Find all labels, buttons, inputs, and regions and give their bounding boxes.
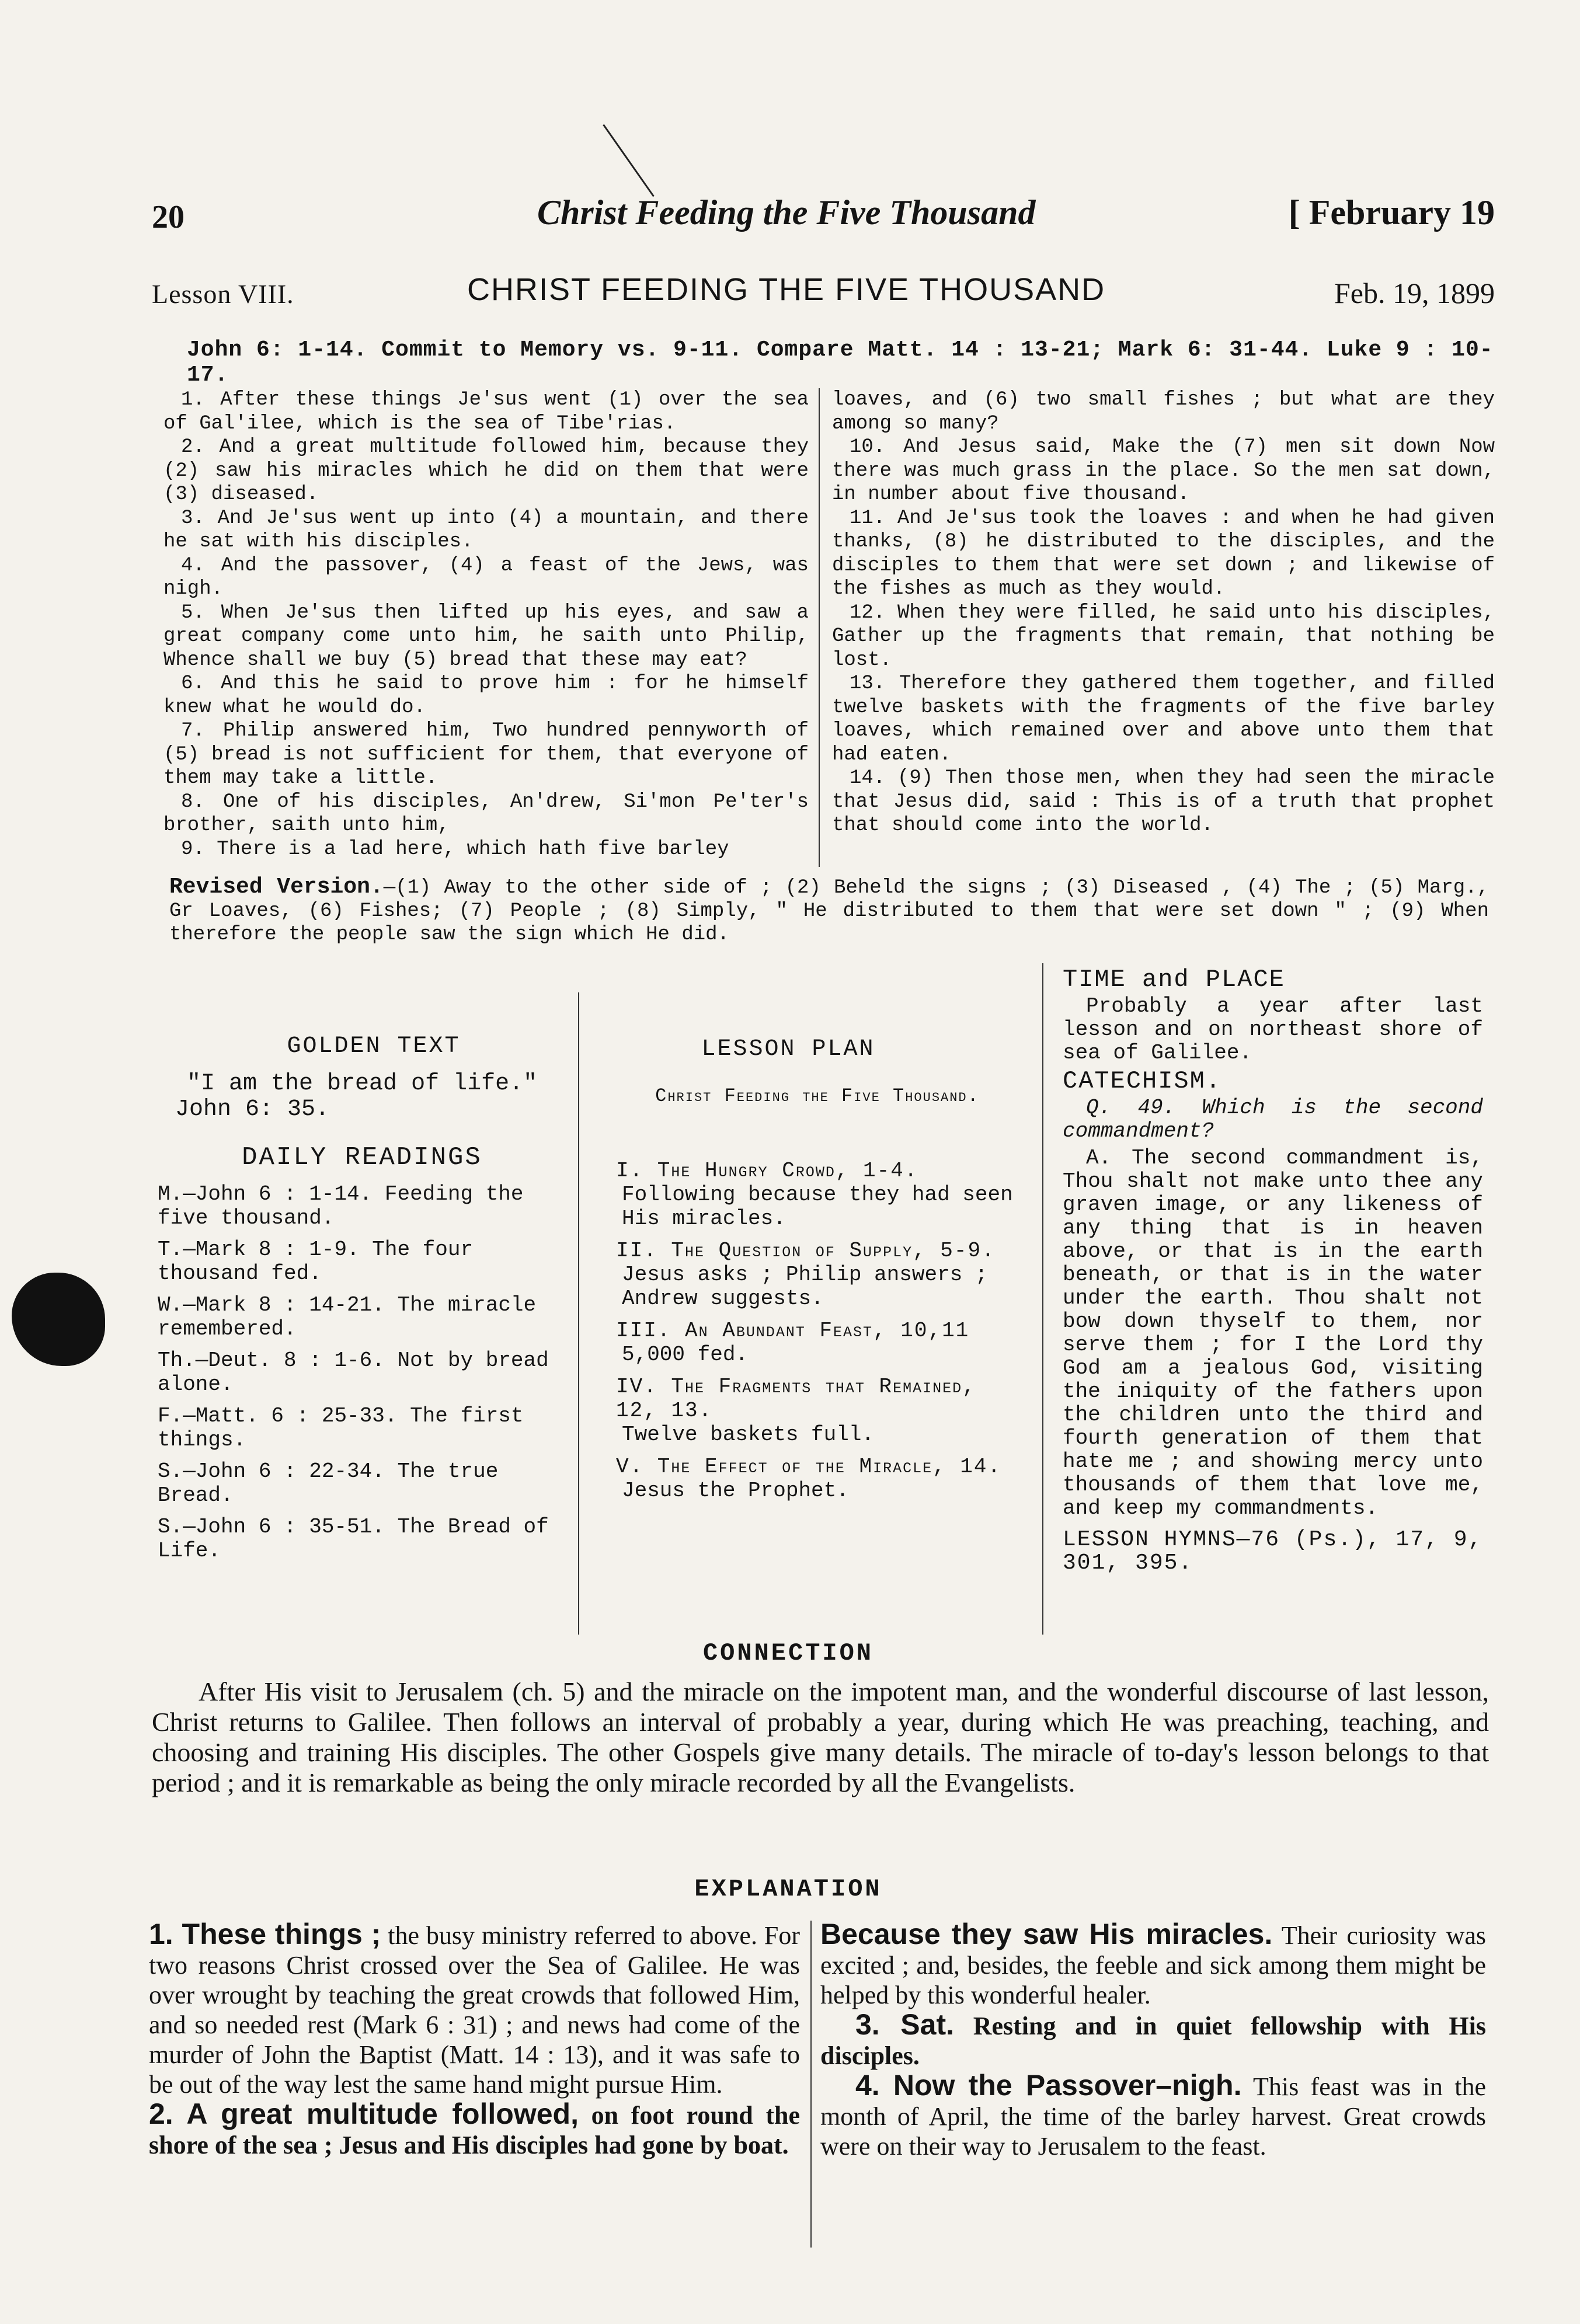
reading-item [158,1404,566,1452]
golden-text-heading: GOLDEN TEXT [287,1033,461,1060]
reading-ref: S.—John 6 : 35-51. [158,1515,385,1539]
column-divider [578,992,579,1635]
reading-ref: T.—Mark 8 : 1-9. [158,1238,360,1262]
explanation-body: Resting and in quiet fellowship with His disciples. [820,2012,1486,2070]
scripture-column-right [832,388,1495,838]
time-place-heading: TIME and PLACE [1063,966,1285,994]
explanation-para [820,1919,1486,2010]
reading-desc: The true Bread. [158,1459,499,1507]
verse: 7. Philip answered him, Two hundred pennyworth of (5) bread is not sufficient for them, that everyone of them may take a little. [163,720,809,789]
running-header [152,187,1495,245]
scripture-references: John 6: 1-14. Commit to Memory vs. 9-11. Compare Matt. 14 : 13-21; Mark 6: 31-44. Luke 9 : 10-17. [187,337,1494,388]
lesson-plan-heading: LESSON PLAN [701,1036,875,1062]
lesson-plan [616,1159,1025,1511]
connection-text: After His visit to Jerusalem (ch. 5) and the miracle on the impotent man, and the wonderful discourse of last lesson, Christ returns to Galilee. Then follows an interval of probably a year, during which He was preaching, teaching, and choosing and training His disciples. The other Gospels give many details. The miracle of to-day's lesson belongs to that period ; and it is remarkable as being the only miracle recorded by all the Evangelists. [152,1677,1489,1797]
reading-item [158,1182,566,1230]
plan-point: V. The Effect of the Miracle, 14. [616,1455,1002,1479]
reading-ref: W.—Mark 8 : 14-21. [158,1293,385,1317]
golden-text-ref: John 6: 35. [175,1096,330,1123]
plan-point-desc: 5,000 fed. [622,1343,749,1367]
explanation-body: on foot round the shore of the sea ; Jesus and His disciples had gone by boat. [149,2101,800,2159]
explanation-term: 4. Now the Passover–nigh. [855,2069,1242,2102]
plan-point: IV. The Fragments that Remained, 12, 13. [616,1375,976,1423]
revised-version-heading: Revised Version. [169,874,384,900]
lesson-hymns: LESSON HYMNS—76 (Ps.), 17, 9, 301, 395. [1063,1527,1483,1576]
explanation-term: Because they saw His miracles. [820,1918,1273,1950]
catechism-answer: A. The second commandment is, Thou shalt not make unto thee any graven image, or any likeness of any thing that is in heaven above, or that is in the earth beneath, or that is in the water under the earth. Thou shalt not bow down thyself to them, nor serve them ; for I the Lord thy God am a jealous God, visiting the iniquity of the fathers upon the children unto the third and fourth generation of them that hate me ; and showing mercy unto thousands of them that love me, and keep my commandments. [1063,1146,1483,1520]
page-number: 20 [152,199,185,235]
verse: 5. When Je'sus then lifted up his eyes, and saw a great company come unto him, he saith unto Philip, Whence shall we buy (5) bread that these may eat? [163,601,809,671]
reading-desc: Feeding the five thousand. [158,1182,524,1230]
explanation-para [149,1919,800,2099]
reading-desc: The first things. [158,1404,524,1452]
connection-heading: CONNECTION [702,1639,874,1667]
plan-point-desc: Jesus the Prophet. [622,1479,849,1503]
verse: 10. And Jesus said, Make the (7) men sit down Now there was much grass in the place. So the men sat down, in number about five thousand. [832,436,1495,506]
reading-ref: F.—Matt. 6 : 25-33. [158,1404,398,1428]
golden-text-quote: "I am the bread of life." [187,1071,538,1097]
explanation-term: 1. These things ; [149,1918,381,1950]
reading-desc: The Bread of Life. [158,1515,549,1563]
reading-item [158,1515,566,1563]
reading-ref: Th.—Deut. 8 : 1-6. [158,1349,385,1372]
explanation-body: the busy ministry referred to above. For two reasons Christ crossed over the Sea of Galilee. He was over wrought by teaching the great crowds that followed Him, and so needed rest (Mark 6 : 31) ; and news had come of the murder of John the Baptist (Matt. 14 : 13), and it was safe to be out of the way lest the same hand might pursue Him. [149,1921,801,2099]
explanation-column-right [820,1919,1486,2161]
running-title: Christ Feeding the Five Thousand [537,193,1036,232]
verse: 8. One of his disciples, An'drew, Si'mon Pe'ter's brother, saith unto him, [163,790,809,837]
scripture-text [163,388,1495,867]
lesson-number: Lesson VIII. [152,279,294,309]
verse: 2. And a great multitude followed him, because they (2) saw his miracles which he did on them that were (3) diseased. [163,436,809,506]
explanation-heading: EXPLANATION [694,1875,882,1903]
verse: loaves, and (6) two small fishes ; but what are they among so many? [832,389,1495,435]
revised-version-text: —(1) Away to the other side of ; (2) Beheld the signs ; (3) Diseased , (4) The ; (5) Marg., Gr Loaves, (6) Fishes; (7) People ; (8) Simply, " He distributed to them that were set down " ; (9) When therefore the people saw the sign which He did. [169,877,1489,946]
reading-ref: M.—John 6 : 1-14. [158,1182,373,1206]
explanation-para [820,2071,1486,2161]
verse: 3. And Je'sus went up into (4) a mountain, and there he sat with his disciples. [163,507,809,553]
lesson-title: CHRIST FEEDING THE FIVE THOUSAND [467,272,1106,307]
catechism-question: Q. 49. Which is the second commandment? [1063,1096,1483,1143]
reading-desc: Not by bread alone. [158,1349,549,1396]
golden-text [175,1071,561,1123]
lesson-plan-subtitle: Christ Feeding the Five Thousand. [655,1085,980,1107]
plan-point: II. The Question of Supply, 5-9. [616,1239,996,1263]
plan-point-desc: Jesus asks ; Philip answers ; Andrew suggests. [622,1263,988,1311]
time-place-text: Probably a year after last lesson and on northeast shore of sea of Galilee. [1063,994,1483,1065]
explanation-body: This feast was in the month of April, the time of the barley harvest. Great crowds were on their way to Jerusalem to the feast. [820,2072,1486,2161]
explanation-para [149,2099,800,2160]
verse: 13. Therefore they gathered them together, and filled twelve baskets with the fragments of the five barley loaves, which remained over and above unto them that had eaten. [832,673,1495,766]
verse: 4. And the passover, (4) a feast of the Jews, was nigh. [163,554,809,600]
verse: 12. When they were filled, he said unto his disciples, Gather up the fragments that remain, that nothing be lost. [832,601,1495,671]
reading-item [158,1293,566,1341]
verse: 14. (9) Then those men, when they had seen the miracle that Jesus did, said : This is of a truth that prophet that should come into the world. [832,767,1495,837]
verse: 1. After these things Je'sus went (1) over the sea of Gal'ilee, which is the sea of Tibe'rias. [163,389,809,435]
reading-item [158,1349,566,1396]
plan-point: I. The Hungry Crowd, 1-4. [616,1159,918,1183]
reading-item [158,1238,566,1285]
scripture-column-left [163,388,809,861]
plan-point-desc: Twelve baskets full. [622,1423,875,1447]
plan-point: III. An Abundant Feast, 10,11 [616,1319,970,1343]
lesson-heading [152,271,1495,324]
daily-readings-heading: DAILY READINGS [242,1143,482,1172]
column-divider [819,388,820,867]
catechism-heading: CATECHISM. [1063,1067,1222,1095]
lesson-date: Feb. 19, 1899 [1334,277,1495,309]
column-divider [810,1921,812,2248]
explanation-para [820,2010,1486,2071]
reading-ref: S.—John 6 : 22-34. [158,1459,385,1483]
column-divider [1042,963,1043,1635]
plan-point-desc: Following because they had seen His miracles. [622,1183,1013,1231]
verse: 11. And Je'sus took the loaves : and when he had given thanks, (8) he distributed to the disciples, and the disciples to them that were set down ; and likewise of the fishes as much as they would. [832,507,1495,600]
revised-version-notes [169,876,1489,946]
verse: 6. And this he said to prove him : for he himself knew what he would do. [163,673,809,719]
running-date: [ February 19 [1288,193,1495,232]
verse: 9. There is a lad here, which hath five barley [181,838,729,860]
ink-blot [12,1273,105,1366]
reading-desc: The four thousand fed. [158,1238,474,1285]
explanation-body: Their curiosity was excited ; and, besides, the feeble and sick among them might be helped by this wonderful healer. [820,1921,1486,2009]
daily-readings [158,1182,566,1570]
reading-item [158,1459,566,1507]
reading-desc: The miracle remembered. [158,1293,537,1341]
explanation-term: 2. A great multitude followed, [149,2097,579,2130]
explanation-column-left [149,1919,800,2160]
explanation-term: 3. Sat. [855,2008,954,2041]
sidebar-notes [1063,963,1483,1579]
scratch-mark [603,124,654,197]
